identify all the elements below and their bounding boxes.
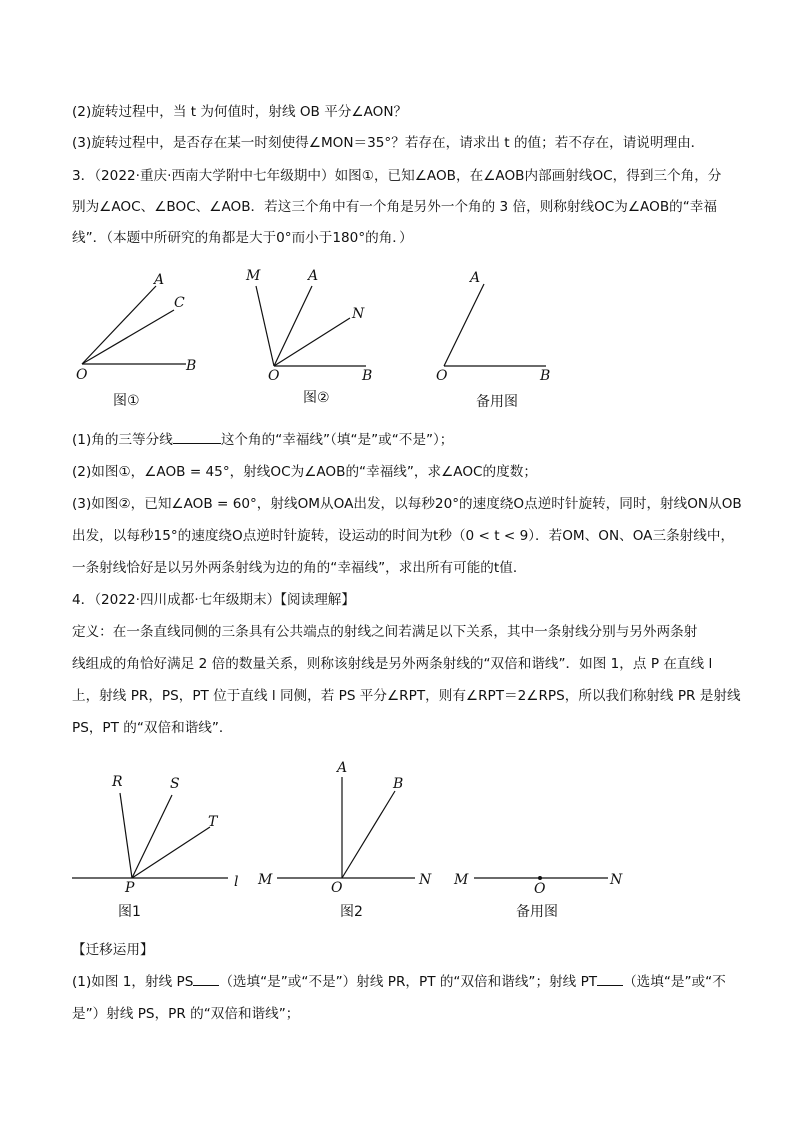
label-S: S xyxy=(170,776,180,792)
migrate-heading: 【迁移运用】 xyxy=(72,942,154,958)
answer-blank[interactable] xyxy=(173,430,221,444)
figure-6-spare xyxy=(450,855,640,895)
figure-2 xyxy=(240,262,390,382)
label-A: A xyxy=(154,272,165,288)
label-N: N xyxy=(610,872,623,888)
label-M: M xyxy=(454,872,469,888)
m1-text-b: （选填“是”或“不是”）射线 PR，PT 的“双倍和谐线”；射线 PT xyxy=(219,974,598,990)
label-O: O xyxy=(76,367,88,383)
label-T: T xyxy=(208,814,218,830)
figure-4-caption: 图1 xyxy=(118,904,141,920)
label-O: O xyxy=(268,368,280,384)
q1-text-pre: (1)角的三等分线 xyxy=(72,432,173,448)
label-B: B xyxy=(393,776,404,792)
migrate-q1-line-1 xyxy=(72,972,726,992)
label-P: P xyxy=(125,880,135,896)
label-B: B xyxy=(540,368,551,384)
label-M: M xyxy=(246,268,261,284)
figure-1-caption: 图① xyxy=(113,393,140,409)
label-O: O xyxy=(534,881,546,897)
problem-3-line-1: 3．（2022·重庆·西南大学附中七年级期中）如图①，已知∠AOB，在∠AOB内部画射线OC，得到三个角，分 xyxy=(72,168,722,184)
label-A: A xyxy=(470,270,481,286)
label-N: N xyxy=(419,872,432,888)
definition-line-4: PS，PT 的“双倍和谐线”． xyxy=(72,720,233,736)
q1-line xyxy=(72,430,453,450)
label-M: M xyxy=(258,872,273,888)
label-O: O xyxy=(436,368,448,384)
problem-3-line-3: 线”．（本题中所研究的角都是大于0°而小于180°的角．） xyxy=(72,230,413,246)
definition-line-3: 上，射线 PR，PS，PT 位于直线 l 同侧，若 PS 平分∠RPT，则有∠RPT＝2∠RPS，所以我们称射线 PR 是射线 xyxy=(72,688,741,704)
text-line-q3: (3)旋转过程中，是否存在某一时刻使得∠MON＝35°？若存在，请求出 t 的值；若不存在，请说明理由． xyxy=(72,135,705,151)
q3-line-3: 一条射线恰好是以另外两条射线为边的角的“幸福线”，求出所有可能的t值． xyxy=(72,560,527,576)
m1-text-a: (1)如图 1，射线 PS xyxy=(72,974,194,990)
problem-4-heading: 4．（2022·四川成都·七年级期末）【阅读理解】 xyxy=(72,592,355,608)
text-line-q2: (2)旋转过程中，当 t 为何值时，射线 OB 平分∠AON？ xyxy=(72,104,408,120)
figure-5-caption: 图2 xyxy=(340,904,363,920)
definition-line-1: 定义：在一条直线同侧的三条具有公共端点的射线之间若满足以下关系，其中一条射线分别与另外两条射 xyxy=(72,624,698,640)
migrate-q1-line-2: 是”）射线 PS，PR 的“双倍和谐线”； xyxy=(72,1006,300,1022)
label-R: R xyxy=(112,774,123,790)
figure-5 xyxy=(255,755,445,895)
figure-3-spare xyxy=(430,262,580,382)
figure-6-caption: 备用图 xyxy=(516,904,558,920)
q2-line: (2)如图①，∠AOB = 45°，射线OC为∠AOB的“幸福线”，求∠AOC的度数； xyxy=(72,464,537,480)
label-C: C xyxy=(174,295,185,311)
definition-line-2: 线组成的角恰好满足 2 倍的数量关系，则称该射线是另外两条射线的“双倍和谐线”．如图 1，点 P 在直线 l xyxy=(72,656,713,672)
q3-line-2: 出发，以每秒15°的速度绕O点逆时针旋转，设运动的时间为t秒（0 < t < 9）．若OM、ON、OA三条射线中， xyxy=(72,528,735,544)
label-A: A xyxy=(337,760,348,776)
label-l: l xyxy=(234,874,239,890)
label-B: B xyxy=(186,358,197,374)
figure-2-caption: 图② xyxy=(303,390,330,406)
label-O: O xyxy=(331,880,343,896)
m1-text-c: （选填“是”或“不 xyxy=(623,974,726,990)
answer-blank-1[interactable] xyxy=(193,972,219,986)
answer-blank-2[interactable] xyxy=(597,972,623,986)
figure-3-caption: 备用图 xyxy=(476,394,518,410)
problem-3-line-2: 别为∠AOC、∠BOC、∠AOB．若这三个角中有一个角是另外一个角的 3 倍，则称射线OC为∠AOB的“幸福 xyxy=(72,199,717,215)
label-N: N xyxy=(352,306,365,322)
label-B: B xyxy=(362,368,373,384)
label-A: A xyxy=(308,268,319,284)
q1-text-post: 这个角的“幸福线”（填“是”或“不是”）； xyxy=(220,432,454,448)
q3-line-1: (3)如图②，已知∠AOB = 60°，射线OM从OA出发，以每秒20°的速度绕O点逆时针旋转，同时，射线ON从OB xyxy=(72,496,742,512)
figure-4 xyxy=(70,765,260,895)
figure-1 xyxy=(70,262,220,382)
